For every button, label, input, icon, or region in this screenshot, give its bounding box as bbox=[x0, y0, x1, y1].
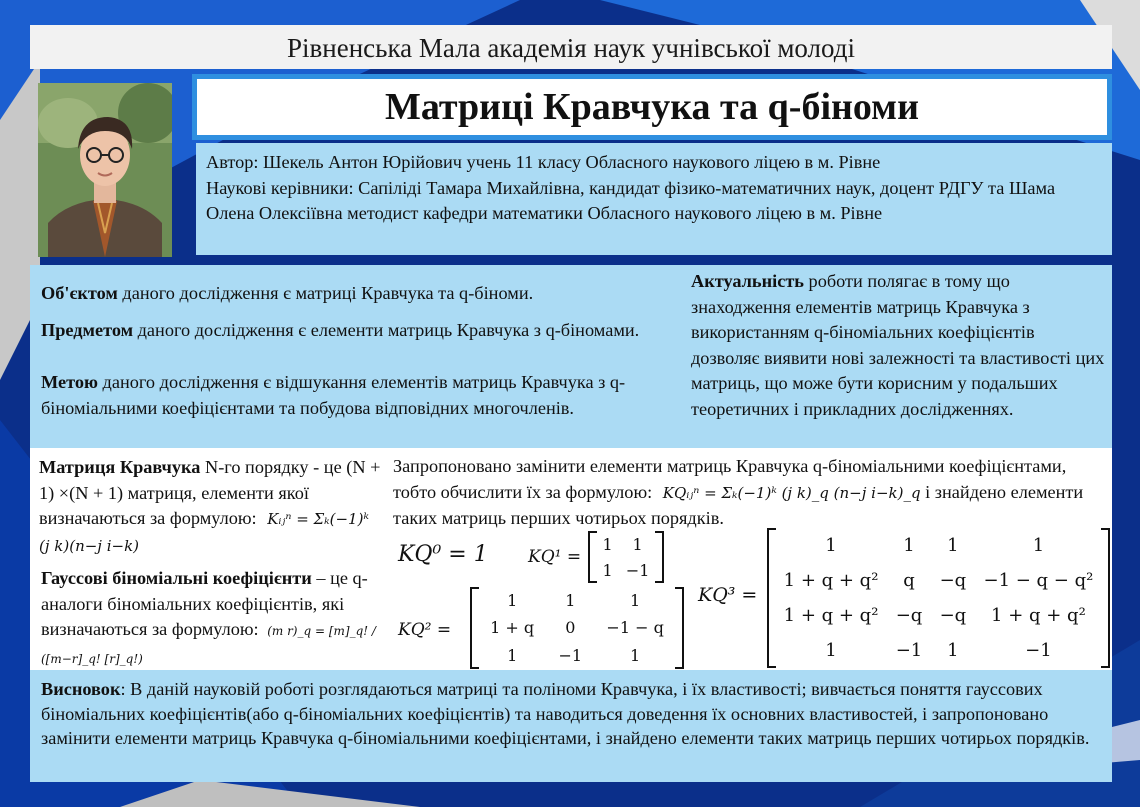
matrix-cell: 1 bbox=[602, 534, 613, 554]
gauss-definition bbox=[41, 566, 386, 672]
portrait-image bbox=[38, 83, 172, 257]
kq2-matrix bbox=[470, 587, 684, 669]
matrix-cell: 1 + q + q² bbox=[991, 605, 1086, 626]
matrix-cell: −1 bbox=[1025, 640, 1052, 661]
matrix-cell: −1 bbox=[558, 645, 583, 665]
relevance-label: Актуальність bbox=[691, 271, 804, 291]
matrix-cell: 1 bbox=[947, 640, 959, 661]
kq0-label: KQ⁰ = 1 bbox=[398, 542, 488, 567]
kq3-label-wrap bbox=[698, 584, 757, 606]
matrix-bracket-tick bbox=[1101, 528, 1108, 530]
matrix-cell: 1 bbox=[507, 645, 518, 665]
matrix-cell: 1 + q + q² bbox=[783, 605, 879, 626]
matrix-cell: 1 bbox=[630, 591, 641, 611]
subject-label: Предметом bbox=[41, 320, 134, 340]
proposal-paragraph bbox=[393, 454, 1093, 532]
method-paragraph bbox=[41, 370, 681, 421]
kq1-label: KQ¹ = bbox=[528, 547, 582, 567]
matrix-cell: 1 bbox=[903, 535, 915, 556]
matrix-bracket-tick bbox=[655, 531, 662, 533]
proposal-text-before: Запропоновано замінити елементи матриць Кравчука q-біноміальними коефіцієнтами, тобто обчислити їх за формулою: bbox=[393, 456, 1067, 502]
kq0-formula bbox=[398, 542, 488, 567]
subject-text: даного дослідження є елементи матриць Кравчука з q-біномами. bbox=[133, 320, 640, 340]
kq2-label-wrap bbox=[398, 620, 451, 640]
kravchuk-definition bbox=[39, 455, 384, 559]
kq1-matrix bbox=[588, 531, 664, 583]
matrix-cell: −1 − q − q² bbox=[983, 570, 1094, 591]
matrix-grid bbox=[478, 587, 676, 669]
matrix-bracket-tick bbox=[1101, 666, 1108, 668]
kravchuk-label: Матриця Кравчука bbox=[39, 457, 201, 477]
proposal-text-after: і знайдено елементи таких матриць перших чотирьох порядків. bbox=[393, 481, 1084, 528]
matrix-cell: −q bbox=[895, 605, 923, 626]
matrix-bracket-tick bbox=[675, 667, 682, 669]
matrix-grid bbox=[775, 528, 1102, 668]
subject-paragraph bbox=[41, 318, 681, 343]
kq3-matrix bbox=[767, 528, 1110, 668]
matrix-bracket-tick bbox=[675, 587, 682, 589]
matrix-cell: −1 − q bbox=[606, 618, 664, 638]
method-label: Метою bbox=[41, 372, 98, 392]
kq1-label-wrap bbox=[528, 547, 581, 567]
matrix-cell: 1 bbox=[825, 535, 837, 556]
proposal-formula: KQᵢⱼⁿ = Σₖ(−1)ᵏ (j k)_q (n−j i−k)_q bbox=[662, 483, 921, 502]
matrix-cell: −1 bbox=[895, 640, 923, 661]
object-text: даного дослідження є матриці Кравчука та q-біноми. bbox=[117, 283, 534, 303]
matrix-cell: 0 bbox=[565, 618, 576, 638]
matrix-cell: 1 bbox=[565, 591, 576, 611]
supervisors-line: Наукові керівники: Сапіліді Тамара Михайлівна, кандидат фізико-математичних наук, доцент РДГУ та Шама Олена Олексіївна методист кафедри математики Обласного наукового ліцею в м. Рівне bbox=[206, 177, 1056, 223]
gauss-text: – це q-аналоги біноміальних коефіцієнтів, які визначаються за формулою: bbox=[41, 568, 368, 639]
author-line: Автор: Шекель Антон Юрійович учень 11 класу Обласного наукового ліцею в м. Рівне bbox=[206, 152, 881, 172]
matrix-cell: 1 bbox=[507, 591, 518, 611]
gauss-label: Гауссові біноміальні коефіцієнти bbox=[41, 568, 312, 588]
kq2-label: KQ² = bbox=[398, 620, 452, 640]
matrix-bracket-tick bbox=[655, 581, 662, 583]
matrix-cell: 1 + q bbox=[490, 618, 535, 638]
kravchuk-text: N-го порядку - це (N + 1) ×(N + 1) матриця, елементи якої визначаються за формулою: bbox=[39, 457, 381, 528]
matrix-cell: 1 bbox=[602, 560, 613, 580]
kq3-label: KQ³ = bbox=[698, 584, 758, 606]
poster-title: Матриці Кравчука та q-біноми bbox=[192, 74, 1112, 140]
matrix-cell: −q bbox=[939, 605, 967, 626]
kravchuk-formula: Kᵢⱼⁿ = Σₖ(−1)ᵏ (j k)(n−j i−k) bbox=[39, 510, 369, 555]
method-text: даного дослідження є відшукання елементів матриць Кравчука з q-біноміальними коефіцієнтами та побудова відповідних многочленів. bbox=[41, 372, 626, 418]
matrix-cell: −q bbox=[939, 570, 967, 591]
conclusion-text: : В даній науковій роботі розглядаються матриці та поліноми Кравчука, і їх властивості; вивчається поняття гауссових біноміальних коефіцієнтів(або q-біноміальних коефіцієнтів) та наводиться доведення їх основних властивостей, і запропоновано замінити елементи матриць Кравчука q-біноміальними коефіцієнтами, і знайдено елементи таких матриць перших чотирьох порядків. bbox=[41, 679, 1090, 748]
object-paragraph bbox=[41, 281, 681, 306]
relevance-text: роботи полягає в тому що знаходження елементів матриць Кравчука з використанням q-біноміальних коефіцієнтів дозволяє виявити нові залежності та властивості цих матриць, що може бути корисним у подальших теоретичних і прикладних дослідженнях. bbox=[691, 271, 1105, 419]
matrix-cell: 1 bbox=[630, 645, 641, 665]
matrix-cell: −1 bbox=[625, 560, 650, 580]
conclusion-block bbox=[30, 670, 1112, 782]
relevance-paragraph bbox=[691, 269, 1106, 422]
matrix-cell: 1 bbox=[632, 534, 643, 554]
matrix-cell: q bbox=[903, 570, 915, 591]
matrix-cell: 1 bbox=[825, 640, 837, 661]
matrix-cell: 1 bbox=[1032, 535, 1045, 556]
gauss-formula: (m r)_q = [m]_q! / ([m−r]_q! [r]_q!) bbox=[41, 624, 376, 666]
object-label: Об'єктом bbox=[41, 283, 118, 303]
conclusion-label: Висновок bbox=[41, 679, 121, 699]
matrix-cell: 1 bbox=[947, 535, 959, 556]
academy-header: Рівненська Мала академія наук учнівської молоді bbox=[30, 25, 1112, 69]
matrix-grid bbox=[596, 531, 656, 583]
authors-block bbox=[196, 143, 1112, 255]
matrix-cell: 1 + q + q² bbox=[783, 570, 879, 591]
author-photo bbox=[38, 83, 172, 257]
